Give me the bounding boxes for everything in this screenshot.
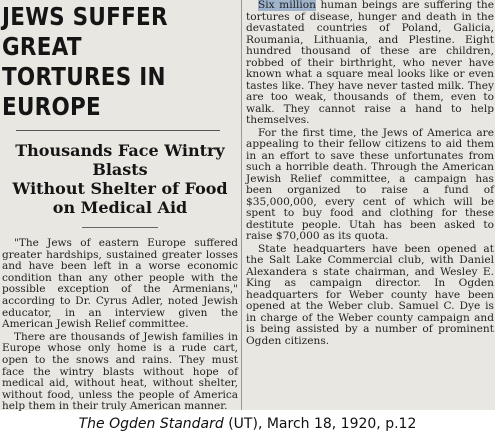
column-rule (241, 0, 242, 410)
headline-divider (16, 130, 220, 131)
left-column (2, 2, 238, 413)
source-caption (0, 416, 495, 432)
left-paragraph-2: There are thousands of Jewish families in Europe whose only home is a rude cart, open to the snows and rains. They must face the wintry blasts without hope of medical aid, without heat, without shelter, without food, unless the people of America help them in their truly American manner. (2, 330, 238, 413)
publication-details: (UT), March 18, 1920, p.12 (223, 416, 417, 432)
highlighted-text: Six million (258, 0, 316, 11)
subhead-line-1: Thousands Face Wintry Blasts (15, 141, 225, 179)
subhead-line-2: Without Shelter of Food (12, 179, 228, 198)
right-paragraph-3: State headquarters have been opened at the Salt Lake Commercial club, with Daniel Alexandera s state chairman, and Wesley E. King as campaign director. In Ogden headquarters for Weber county have been opened at the Weber club. Samuel C. Dye is in charge of the Weber county campaign and is being assisted by a number of prominent Ogden citizens. (246, 242, 494, 347)
subheadline (2, 141, 238, 217)
left-paragraph-1: "The Jews of eastern Europe suffered greater hardships, sustained greater losses and have been left in a worse economic condition than any other people with the possible exception of the Armenians," according to Dr. Cyrus Adler, noted Jewish educator, in an interview given the American Jewish Relief committee. (2, 237, 238, 331)
headline-line-2: TORTURES IN EUROPE (2, 62, 166, 121)
right-paragraph-1 (246, 0, 494, 127)
headline-line-1: JEWS SUFFER GREAT (2, 2, 168, 61)
publication-name: The Ogden Standard (78, 416, 224, 432)
right-column (246, 0, 494, 410)
right-paragraph-2: For the first time, the Jews of America are appealing to their fellow citizens to aid them in an effort to save these unfortunates from such a horrible death. Through the American Jewish Relief committee, a campaign has been organized to raise a fund of $35,000,000, every cent of which will be spent to buy food and clothing for these destitute people. Utah has been asked to raise $70,000 as its quota. (246, 126, 494, 242)
subhead-line-3: on Medical Aid (52, 198, 188, 217)
right-paragraph-1-text: human beings are suffering the tortures of disease, hunger and death in the devastated countries of Poland, Galicia, Roumania, Lithuania, and Plestine. Eight hundred thousand of these are children, robbed of their birthright, who never have known what a square meal looks like or even tastes like. They have never tasted milk. They are too weak, thousands of them, even to walk. They cannot raise a hand to help themselves. (246, 0, 494, 126)
headline (2, 2, 239, 122)
subhead-divider (82, 227, 158, 228)
